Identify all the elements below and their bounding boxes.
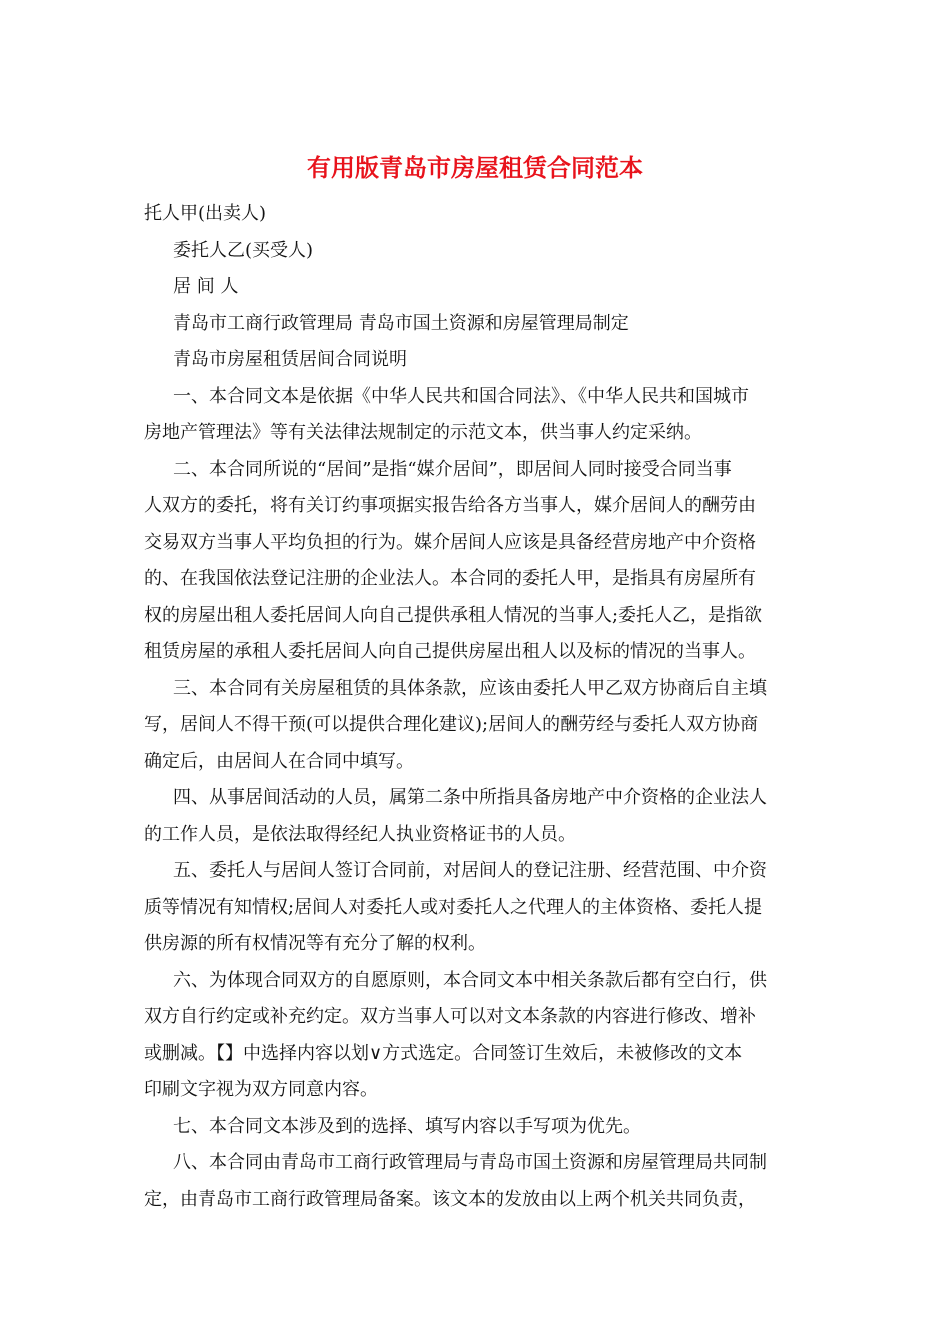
- body-line: 托人甲(出卖人): [144, 203, 267, 224]
- body-line: 确定后，由居间人在合同中填写。: [144, 750, 414, 772]
- document-title: 有用版青岛市房屋租赁合同范本: [307, 154, 643, 182]
- body-line: 房地产管理法》等有关法律法规制定的示范文本，供当事人约定采纳。: [144, 422, 702, 443]
- body-line: 权的房屋出租人委托居间人向自己提供承租人情况的当事人;委托人乙，是指欲: [144, 604, 763, 626]
- body-line: 人双方的委托，将有关订约事项据实报告给各方当事人，媒介居间人的酬劳由: [144, 495, 756, 516]
- body-line: 五、委托人与居间人签订合同前，对居间人的登记注册、经营范围、中介资: [173, 860, 767, 881]
- body-line: 供房源的所有权情况等有充分了解的权利。: [144, 933, 486, 954]
- body-line: 双方自行约定或补充约定。双方当事人可以对文本条款的内容进行修改、增补: [144, 1006, 756, 1027]
- body-line: 的、在我国依法登记注册的企业法人。本合同的委托人甲，是指具有房屋所有: [144, 568, 756, 589]
- body-line: 质等情况有知情权;居间人对委托人或对委托人之代理人的主体资格、委托人提: [144, 896, 763, 918]
- body-line: 租赁房屋的承租人委托居间人向自己提供房屋出租人以及标的情况的当事人。: [144, 641, 756, 662]
- body-line: 交易双方当事人平均负担的行为。媒介居间人应该是具备经营房地产中介资格: [144, 531, 756, 553]
- body-line: 定，由青岛市工商行政管理局备案。该文本的发放由以上两个机关共同负责，: [144, 1188, 756, 1210]
- body-line: 青岛市工商行政管理局 青岛市国土资源和房屋管理局制定: [173, 312, 629, 334]
- body-line: 六、为体现合同双方的自愿原则，本合同文本中相关条款后都有空白行，供: [173, 969, 767, 991]
- body-line: 二、本合同所说的“居间”是指“媒介居间”，即居间人同时接受合同当事: [173, 458, 732, 480]
- body-line: 青岛市房屋租赁居间合同说明: [173, 349, 407, 370]
- body-line: 写，居间人不得干预(可以提供合理化建议);居间人的酬劳经与委托人双方协商: [144, 714, 759, 735]
- body-line: 居 间 人: [173, 276, 239, 297]
- body-line: 七、本合同文本涉及到的选择、填写内容以手写项为优先。: [173, 1115, 641, 1137]
- document-body: [144, 196, 808, 1218]
- body-line: 或删减。【】中选择内容以划∨方式选定。合同签订生效后，未被修改的文本: [144, 1042, 743, 1064]
- body-line: 八、本合同由青岛市工商行政管理局与青岛市国土资源和房屋管理局共同制: [173, 1152, 767, 1173]
- body-line: 三、本合同有关房屋租赁的具体条款，应该由委托人甲乙双方协商后自主填: [173, 677, 767, 699]
- body-line: 委托人乙(买受人): [173, 239, 314, 261]
- body-line: 四、从事居间活动的人员，属第二条中所指具备房地产中介资格的企业法人: [173, 787, 767, 808]
- body-line: 印刷文字视为双方同意内容。: [144, 1079, 378, 1100]
- body-line: 一、本合同文本是依据《中华人民共和国合同法》、《中华人民共和国城市: [173, 385, 749, 407]
- body-line: 的工作人员，是依法取得经纪人执业资格证书的人员。: [144, 823, 576, 845]
